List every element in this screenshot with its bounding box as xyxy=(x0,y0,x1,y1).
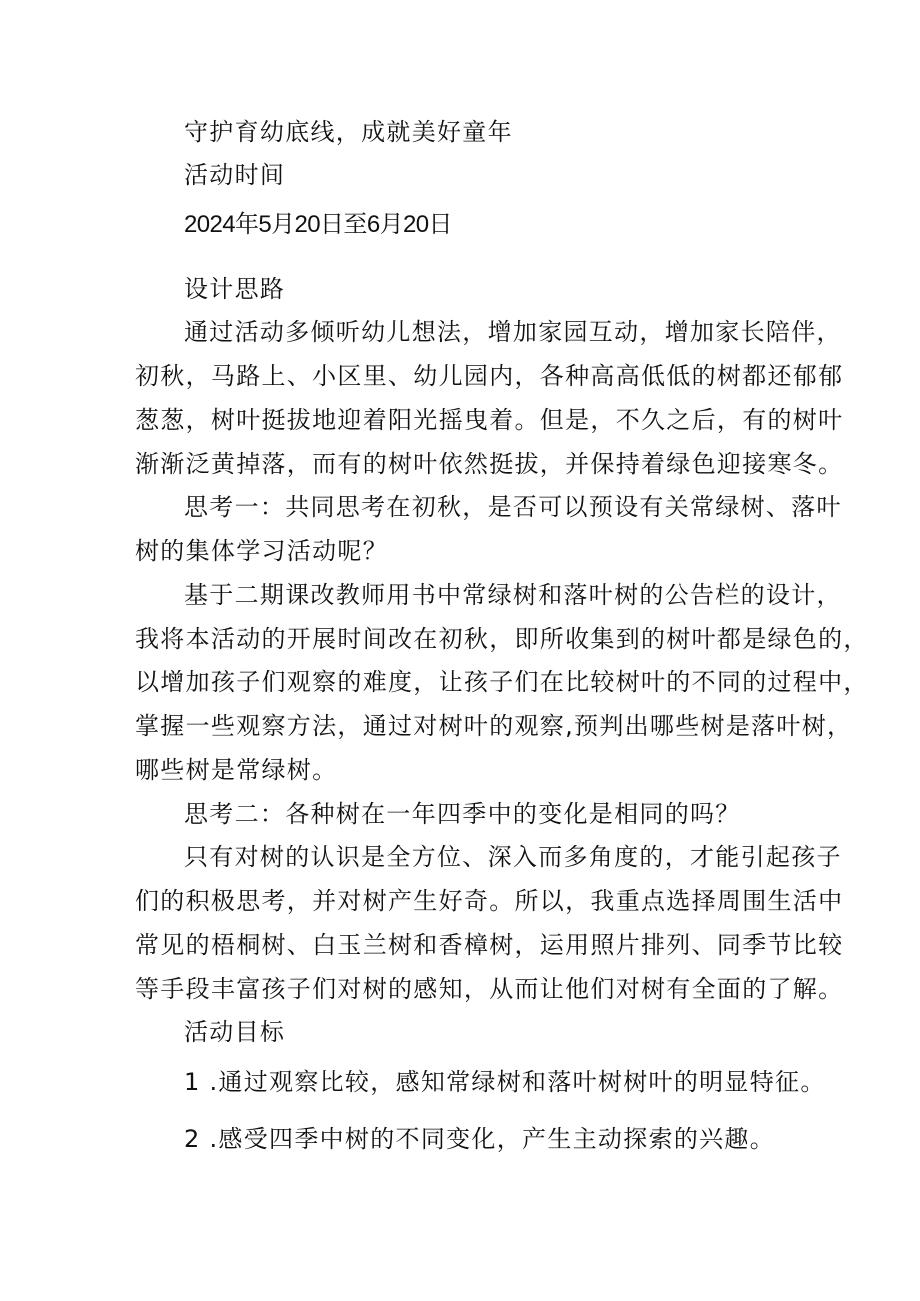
paragraph-line: 等手段丰富孩子们对树的感知，从而让他们对树有全面的了解。 xyxy=(135,975,844,1003)
design-idea-heading: 设计思路 xyxy=(184,275,286,303)
think-one-line: 思考一：共同思考在初秋，是否可以预设有关常绿树、落叶 xyxy=(184,493,842,521)
goal-item: 1 .通过观察比较，感知常绿树和落叶树树叶的明显特征。 xyxy=(184,1068,826,1096)
goals-heading: 活动目标 xyxy=(184,1018,286,1046)
think-one-line: 树的集体学习活动呢？ xyxy=(135,537,388,565)
paragraph-line: 通过活动多倾听幼儿想法，增加家园互动，增加家长陪伴， xyxy=(184,318,842,346)
paragraph-line: 常见的梧桐树、白玉兰树和香樟树，运用照片排列、同季节比较 xyxy=(135,931,844,959)
paragraph-line: 掌握一些观察方法，通过对树叶的观察,预判出哪些树是落叶树， xyxy=(135,712,853,740)
paragraph-line: 初秋，马路上、小区里、幼儿园内，各种高高低低的树都还郁郁 xyxy=(135,362,844,390)
goal-item: 2 .感受四季中树的不同变化，产生主动探索的兴趣。 xyxy=(184,1125,776,1153)
paragraph-line: 渐渐泛黄掉落，而有的树叶依然挺拔，并保持着绿色迎接寒冬。 xyxy=(135,450,844,478)
document-title: 守护育幼底线，成就美好童年 xyxy=(184,118,513,146)
paragraph-line: 哪些树是常绿树。 xyxy=(135,756,338,784)
activity-time-value: 2024年5月20日至6月20日 xyxy=(184,211,452,238)
paragraph-line: 以增加孩子们观察的难度，让孩子们在比较树叶的不同的过程中， xyxy=(135,668,869,696)
think-two-line: 思考二：各种树在一年四季中的变化是相同的吗？ xyxy=(184,800,741,828)
paragraph-line: 只有对树的认识是全方位、深入而多角度的，才能引起孩子 xyxy=(184,843,842,871)
paragraph-line: 我将本活动的开展时间改在初秋，即所收集到的树叶都是绿色的， xyxy=(135,625,869,653)
paragraph-line: 葱葱，树叶挺拔地迎着阳光摇曳着。但是，不久之后，有的树叶 xyxy=(135,406,844,434)
paragraph-line: 基于二期课改教师用书中常绿树和落叶树的公告栏的设计， xyxy=(184,581,842,609)
paragraph-line: 们的积极思考，并对树产生好奇。所以，我重点选择周围生活中 xyxy=(135,887,844,915)
activity-time-heading: 活动时间 xyxy=(184,161,286,189)
